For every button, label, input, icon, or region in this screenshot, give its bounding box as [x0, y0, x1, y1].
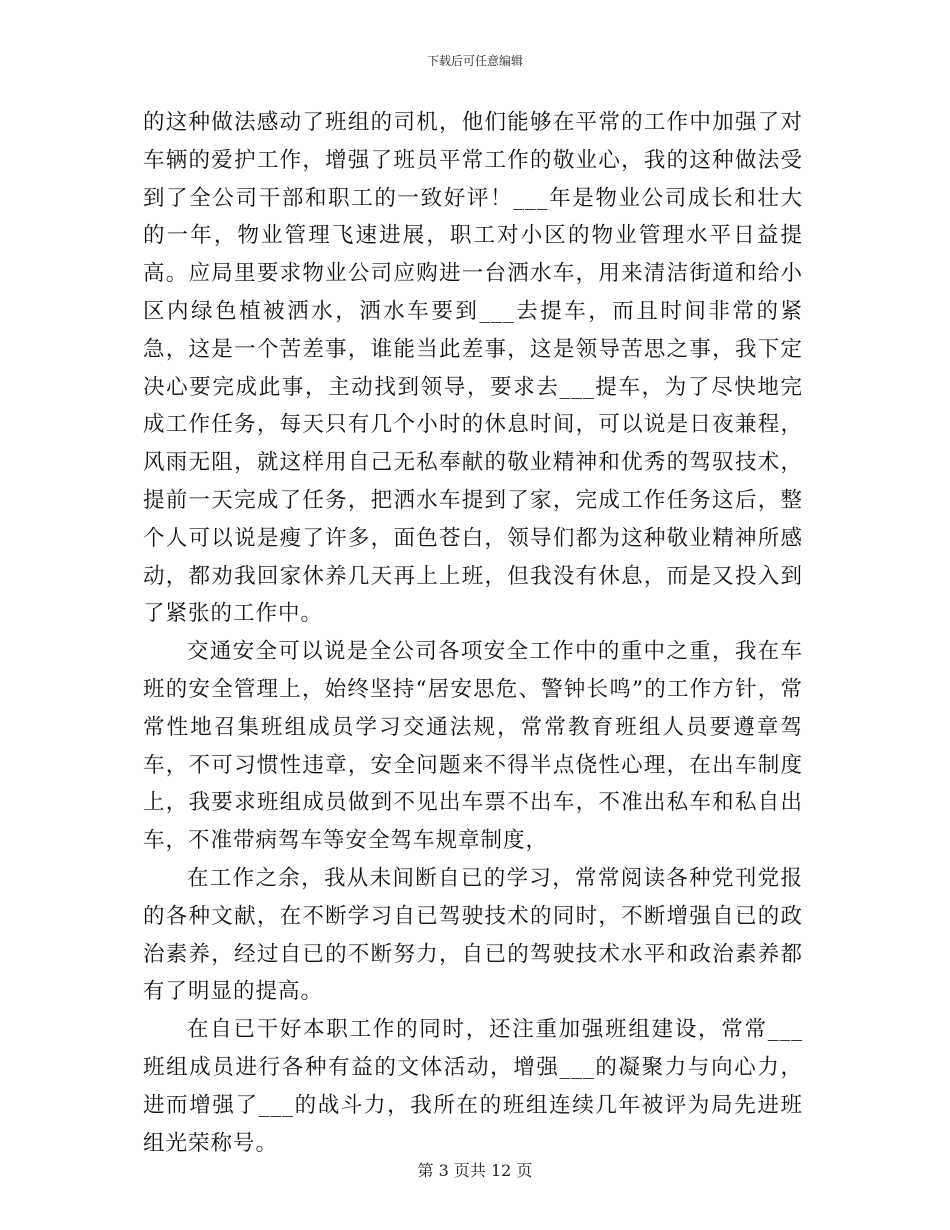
paragraph-continued: 的这种做法感动了班组的司机，他们能够在平常的工作中加强了对车辆的爱护工作，增强了班员平常工作的敬业心，我的这种做法受到了全公司干部和职工的一致好评！___年是物业公司成长和壮大的一年，物业管理飞速进展，职工对小区的物业管理水平日益提高。应局里要求物业公司应购进一台洒水车，用来清洁街道和给小区内绿色植被洒水，洒水车要到___去提车，而且时间非常的紧急，这是一个苦差事，谁能当此差事，这是领导苦思之事，我下定决心要完成此事，主动找到领导，要求去___提车，为了尽快地完成工作任务，每天只有几个小时的休息时间，可以说是日夜兼程，风雨无阻，就这样用自己无私奉献的敬业精神和优秀的驾驭技术，提前一天完成了任务，把洒水车提到了家，完成工作任务这后，整个人可以说是瘦了许多，面色苍白，领导们都为这种敬业精神所感动，都劝我回家休养几天再上上班，但我没有休息，而是又投入到了紧张的工作中。: [143, 110, 803, 627]
paragraph-self-study: 在工作之余，我从未间断自已的学习，常常阅读各种党刊党报的各种文献，在不断学习自已驾驶技术的同时，不断增强自已的政治素养，经过自已的不断努力，自已的驾驶技术水平和政治素养都有了明显的提高。: [143, 865, 803, 1005]
document-body: [143, 104, 803, 1162]
paragraph-team-building: 在自已干好本职工作的同时，还注重加强班组建设，常常___班组成员进行各种有益的文体活动，增强___的凝聚力与向心力，进而增强了___的战斗力，我所在的班组连续几年被评为局先进班组光荣称号。: [143, 1017, 803, 1156]
page-header-note: 下载后可任意编辑: [426, 54, 523, 68]
paragraph-traffic-safety: 交通安全可以说是全公司各项安全工作中的重中之重，我在车班的安全管理上，始终坚持“居安思危、警钟长鸣”的工作方针，常常性地召集班组成员学习交通法规，常常教育班组人员要遵章驾车，不可习惯性违章，安全问题来不得半点侥性心理，在出车制度上，我要求班组成员做到不见出车票不出车，不准出私车和私自出车，不准带病驾车等安全驾车规章制度，: [143, 639, 803, 854]
page-number: 第 3 页共 12 页: [417, 1161, 533, 1180]
